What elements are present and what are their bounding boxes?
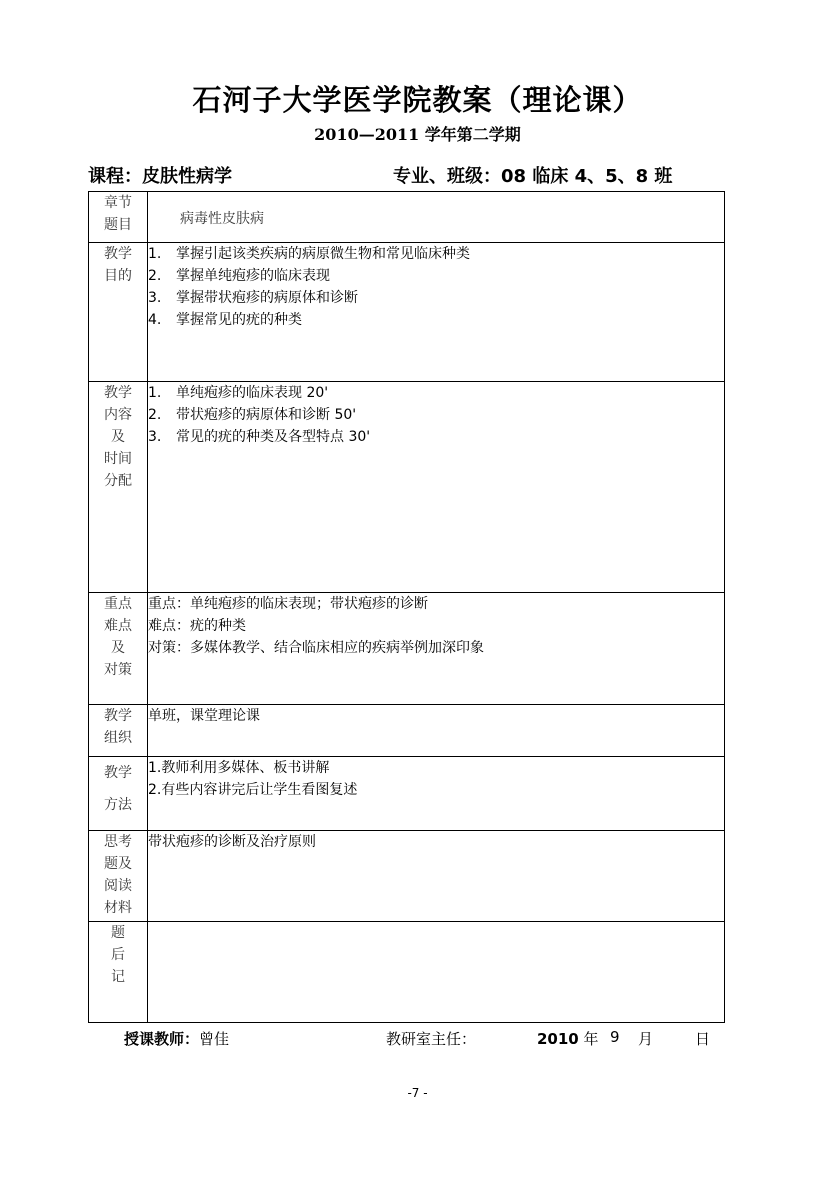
chapter-value-cell (148, 192, 725, 243)
director-label: 教研室主任： (386, 1030, 477, 1048)
organization-value: 单班，课堂理论课 (148, 708, 260, 724)
method-label: 教学 方法 (89, 757, 148, 831)
method-content (148, 757, 725, 831)
table-row-chapter (89, 192, 725, 243)
organization-content (148, 705, 725, 757)
table-row-method (89, 757, 725, 831)
questions-label: 思考 题及 阅读 材料 (89, 831, 148, 922)
course-line (88, 162, 232, 188)
page-number: -7 - (407, 1086, 428, 1100)
teaching-content (148, 382, 725, 593)
course-label: 课程： (88, 166, 142, 187)
table-row-content (89, 382, 725, 593)
table-row-questions (89, 831, 725, 922)
date-year: 2010 (537, 1030, 579, 1048)
organization-label: 教学 组织 (89, 705, 148, 757)
strategy-line: 对策：多媒体教学、结合临床相应的疾病举例加深印象 (148, 640, 484, 656)
content-label: 教学 内容 及 时间 分配 (89, 382, 148, 593)
table-row-postscript (89, 922, 725, 1023)
questions-value: 带状疱疹的诊断及治疗原则 (148, 834, 316, 850)
method-line: 1.教师利用多媒体、板书讲解 (148, 760, 330, 776)
date-year-unit: 年 (583, 1030, 599, 1048)
list-item: 3. 掌握带状疱疹的病原体和诊断 (148, 290, 358, 306)
table-row-objectives (89, 243, 725, 382)
postscript-label: 题 后 记 (89, 922, 148, 1023)
table-row-organization (89, 705, 725, 757)
list-item: 4. 掌握常见的疣的种类 (148, 312, 302, 328)
method-line: 2.有些内容讲完后让学生看图复述 (148, 782, 358, 798)
major-value: 08 临床 4、5、8 班 (501, 166, 673, 187)
chapter-value: 病毒性皮肤病 (180, 211, 264, 227)
course-value: 皮肤性病学 (142, 166, 232, 187)
chapter-label: 章节 题目 (89, 192, 148, 243)
semester-subtitle: 2010—2011 学年第二学期 (314, 125, 521, 144)
objectives-label: 教学 目的 (89, 243, 148, 382)
date-line (537, 1028, 599, 1049)
key-point-line: 重点：单纯疱疹的临床表现；带状疱疹的诊断 (148, 596, 428, 612)
teacher-label: 授课教师： (124, 1030, 200, 1048)
keypoints-content (148, 593, 725, 705)
document-title: 石河子大学医学院教案（理论课） (192, 83, 643, 117)
date-month: 9 (610, 1028, 620, 1046)
list-item: 2. 掌握单纯疱疹的临床表现 (148, 268, 330, 284)
objectives-content (148, 243, 725, 382)
list-item: 1. 掌握引起该类疾病的病原微生物和常见临床种类 (148, 246, 470, 262)
table-row-keypoints (89, 593, 725, 705)
list-item: 3. 常见的疣的种类及各型特点 30' (148, 429, 371, 445)
postscript-content (148, 922, 725, 1023)
lesson-plan-table (88, 191, 725, 1023)
major-line (393, 162, 672, 188)
questions-content (148, 831, 725, 922)
list-item: 2. 带状疱疹的病原体和诊断 50' (148, 407, 357, 423)
teacher-name: 曾佳 (199, 1030, 230, 1048)
date-month-unit: 月 (638, 1030, 654, 1048)
major-label: 专业、班级： (393, 166, 501, 187)
keypoints-label: 重点 难点 及 对策 (89, 593, 148, 705)
list-item: 1. 单纯疱疹的临床表现 20' (148, 385, 329, 401)
teacher-signature (124, 1028, 229, 1049)
difficulty-line: 难点：疣的种类 (148, 618, 246, 634)
date-day-unit: 日 (695, 1030, 711, 1048)
